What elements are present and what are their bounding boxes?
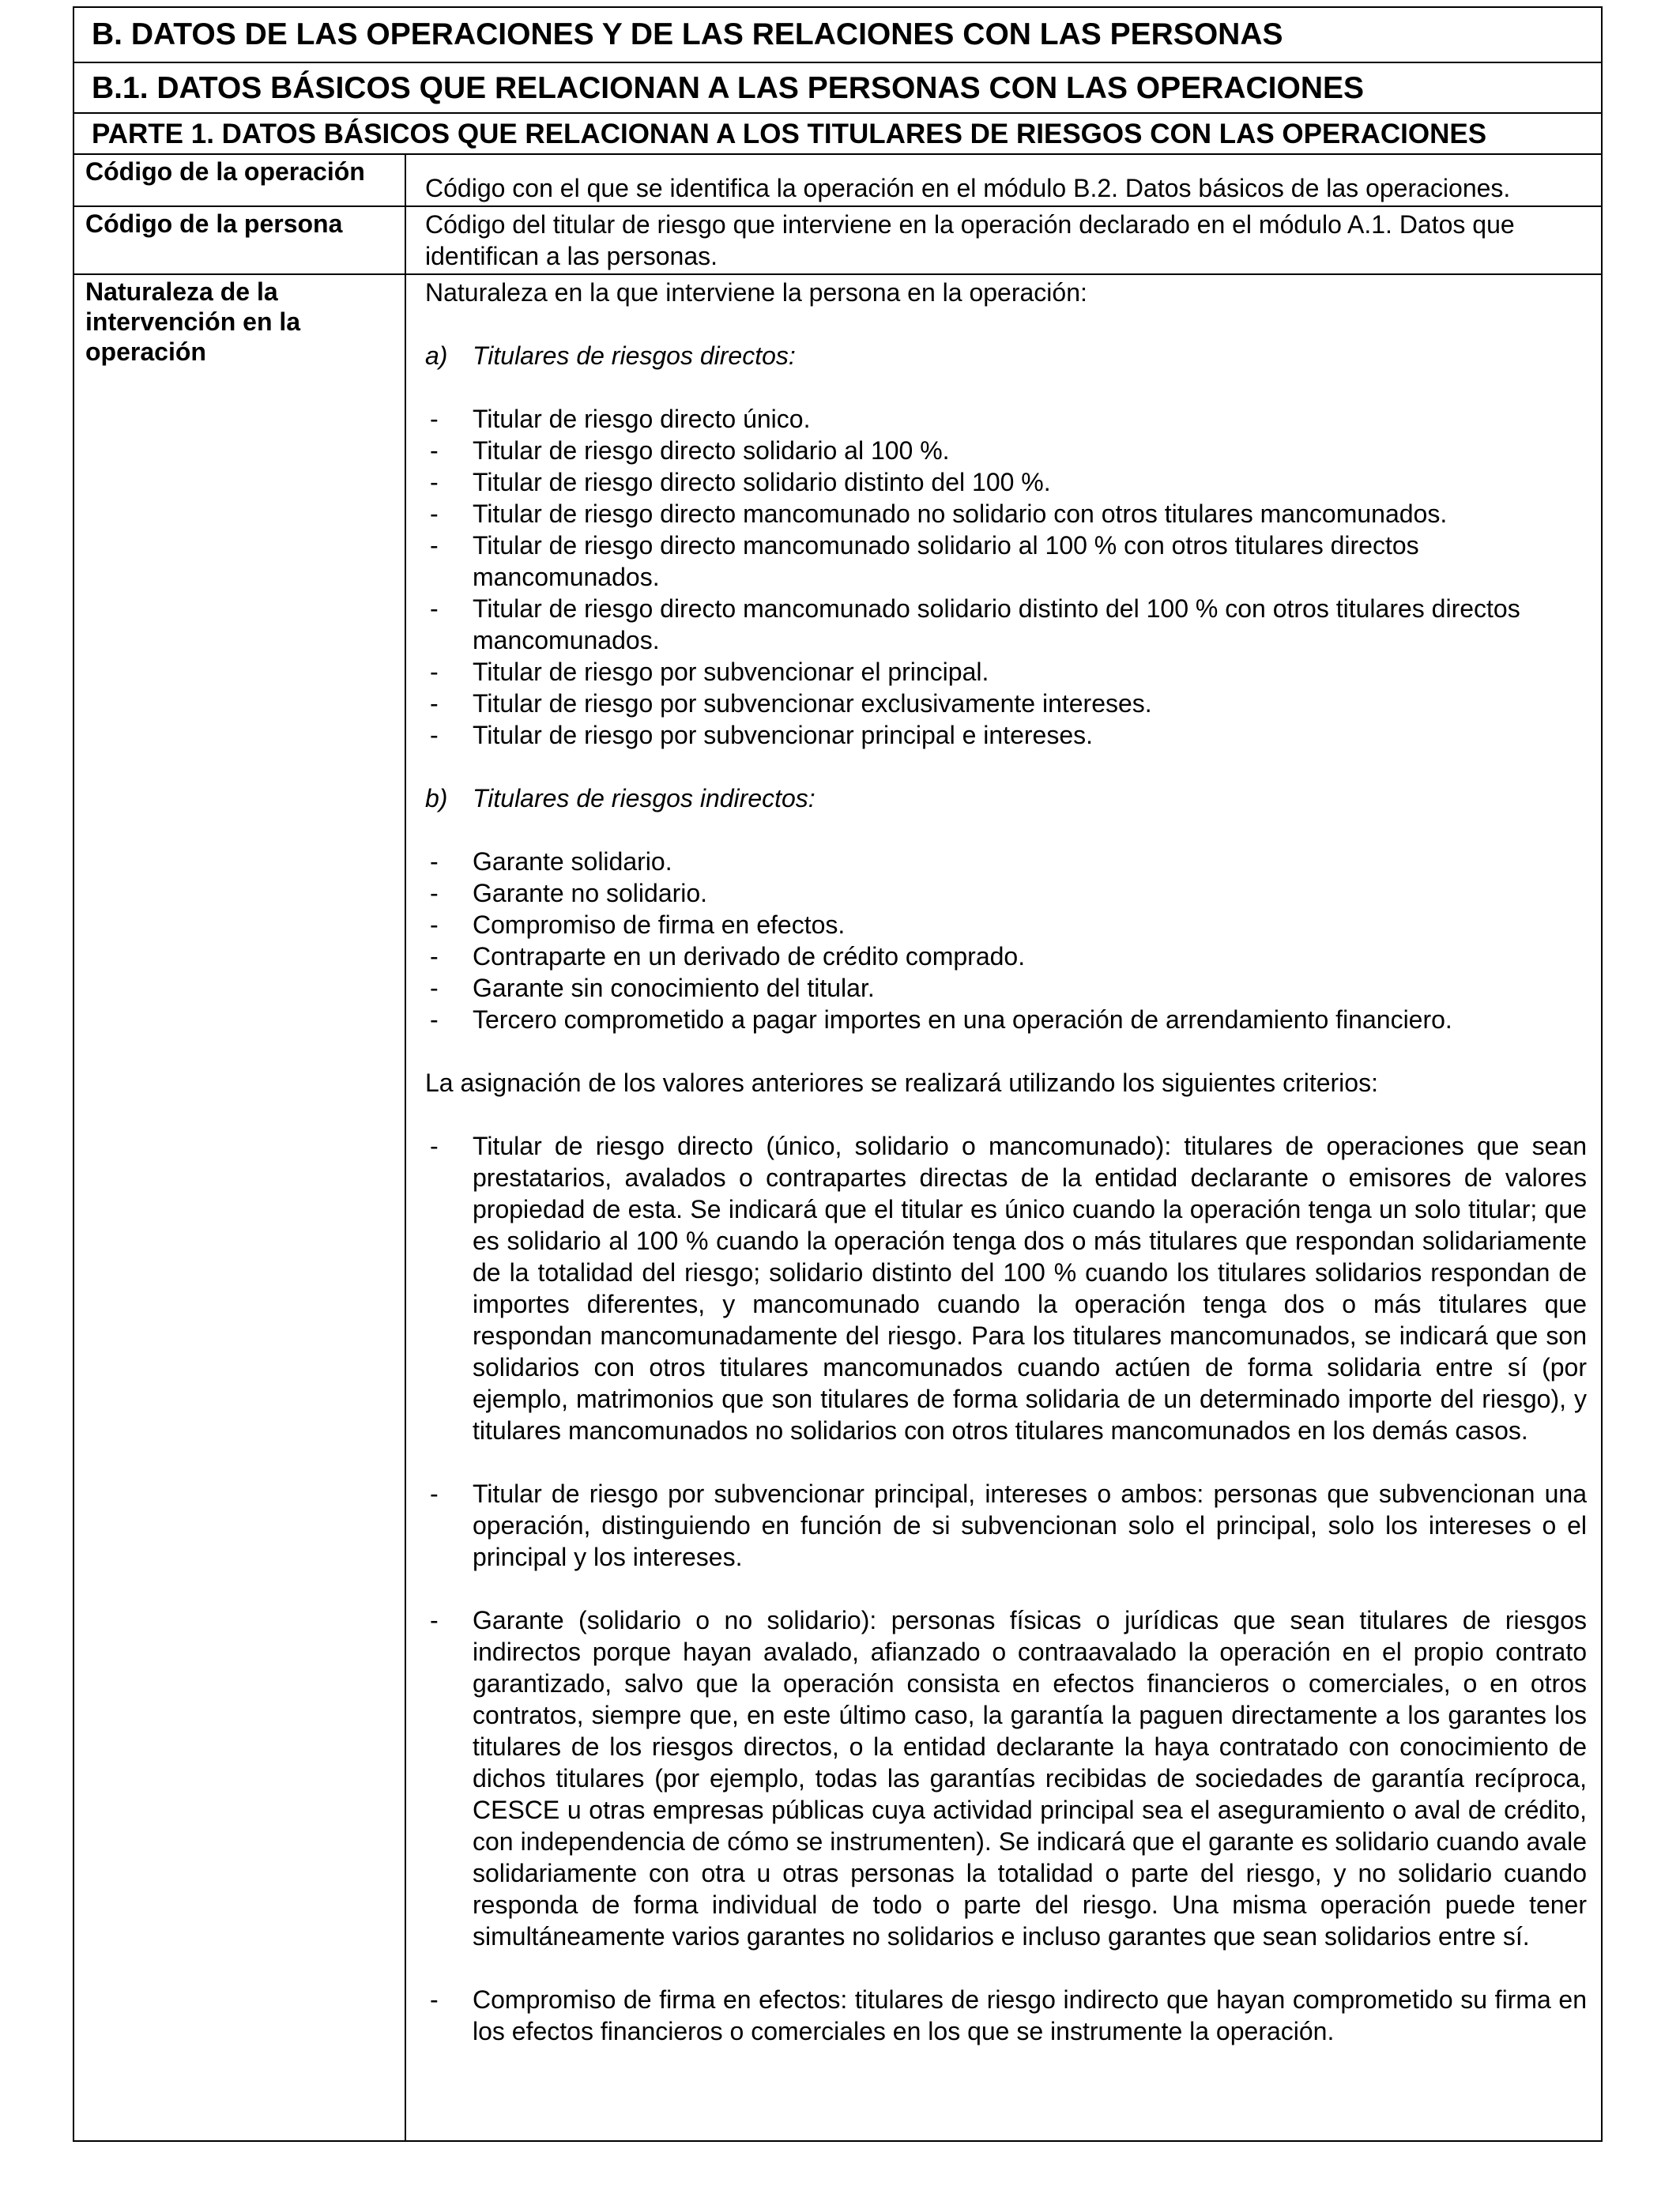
row-codigo-persona: [73, 206, 1602, 274]
criterios-list-garante: [425, 1604, 1587, 1952]
criterios-intro: La asignación de los valores anteriores se realizará utilizando los siguientes criterios:: [425, 1069, 1378, 1097]
directos-title: Titulares de riesgos directos:: [473, 341, 796, 370]
header-row-b: [73, 7, 1602, 62]
row-naturaleza: [73, 274, 1602, 2141]
list-item: - Titular de riesgo directo solidario distinto del 100 %.: [430, 468, 1051, 496]
value-codigo-operacion: Código con el que se identifica la operación en el módulo B.2. Datos básicos de las operaciones.: [405, 154, 1602, 206]
directos-list: [425, 403, 1587, 751]
indirectos-title: Titulares de riesgos indirectos:: [473, 784, 816, 812]
header-row-part1: [73, 113, 1602, 154]
list-item: - Titular de riesgo directo mancomunado solidario al 100 % con otros titulares directos mancomunados.: [430, 531, 1419, 591]
list-item: - Garante sin conocimiento del titular.: [430, 974, 875, 1002]
list-item: - Titular de riesgo directo único.: [430, 405, 811, 433]
list-item: - Titular de riesgo directo mancomunado no solidario con otros titulares mancomunados.: [430, 499, 1448, 528]
criterios-list-compromiso: [425, 1984, 1587, 2047]
list-item: - Titular de riesgo directo solidario al 100 %.: [430, 436, 950, 465]
part1-title: PARTE 1. DATOS BÁSICOS QUE RELACIONAN A LOS TITULARES DE RIESGOS CON LAS OPERACIONES: [73, 113, 1602, 154]
list-item: - Titular de riesgo por subvencionar el principal.: [430, 658, 989, 686]
indirectos-marker: b): [425, 784, 448, 812]
list-item: - Garante no solidario.: [430, 879, 708, 907]
list-item: - Tercero comprometido a pagar importes en una operación de arrendamiento financiero.: [430, 1005, 1452, 1034]
criterios-list: [425, 1130, 1587, 1604]
section-b-title: B. DATOS DE LAS OPERACIONES Y DE LAS RELACIONES CON LAS PERSONAS: [73, 7, 1602, 62]
header-row-b1: [73, 62, 1602, 113]
list-item: - Titular de riesgo directo (único, solidario o mancomunado): titulares de operaciones que sean prestatarios, avalados o contrapartes directas de la entidad declarante o emisores de valores propiedad de esta. Se indicará que el titular es único cuando la operación tenga un solo titular; que es solidario al 100 % cuando la operación tenga dos o más titulares que respondan solidariamente de la totalidad del riesgo; solidario distinto del 100 % cuando los titulares solidarios respondan de importes diferentes, y mancomunado cuando la operación tenga dos o más titulares que respondan mancomunadamente del riesgo. Para los titulares mancomunados, se indicará que son solidarios con otros titulares mancomunados cuando actúen de forma solidaria entre sí (por ejemplo, matrimonios que son titulares de forma solidaria de un determinado importe del riesgo), y titulares mancomunados no solidarios con otros titulares mancomunados en los demás casos.: [430, 1132, 1587, 1445]
indirectos-heading: [425, 782, 1587, 814]
naturaleza-intro: Naturaleza en la que interviene la persona en la operación:: [425, 278, 1087, 307]
list-item: - Titular de riesgo por subvencionar principal e intereses.: [430, 721, 1093, 749]
list-item: - Titular de riesgo por subvencionar principal, intereses o ambos: personas que subvencionan una operación, distinguiendo en función de si subvencionan solo el principal, solo los intereses o el principal y los intereses.: [430, 1480, 1587, 1571]
directos-heading: [425, 340, 1587, 371]
list-item: - Titular de riesgo por subvencionar exclusivamente intereses.: [430, 689, 1152, 718]
list-item: - Compromiso de firma en efectos: titulares de riesgo indirecto que hayan comprometido su firma en los efectos financieros o comerciales en los que se instrumente la operación.: [430, 1985, 1587, 2045]
value-naturaleza: [405, 274, 1602, 2141]
indirectos-list: [425, 846, 1587, 1035]
row-codigo-operacion: [73, 154, 1602, 206]
list-item: - Garante (solidario o no solidario): personas físicas o jurídicas que sean titulares de riesgos indirectos porque hayan avalado, afianzado o contraavalado la operación en el propio contrato garantizado, salvo que la operación consista en efectos financieros o comerciales, o en otros contratos, siempre que, en este último caso, la garantía la paguen directamente a los garantes los titulares de los riesgos directos, o la entidad declarante la haya contratado con conocimiento de dichos titulares (por ejemplo, todas las garantías recibidas de sociedades de garantía recíproca, CESCE u otras empresas públicas cuya actividad principal sea el aseguramiento o aval de crédito, con independencia de cómo se instrumenten). Se indicará que el garante es solidario cuando avale solidariamente con otra u otras personas la totalidad o parte del riesgo, y no solidario cuando responda de forma individual de todo o parte del riesgo. Una misma operación puede tener simultáneamente varios garantes no solidarios e incluso garantes que sean solidarios entre sí.: [430, 1606, 1587, 1951]
list-item: - Garante solidario.: [430, 847, 672, 876]
label-codigo-persona: Código de la persona: [73, 206, 405, 274]
section-b1-title: B.1. DATOS BÁSICOS QUE RELACIONAN A LAS PERSONAS CON LAS OPERACIONES: [73, 62, 1602, 113]
list-item: - Contraparte en un derivado de crédito comprado.: [430, 942, 1026, 971]
value-codigo-persona: Código del titular de riesgo que interviene en la operación declarado en el módulo A.1. Datos que identifican a las personas.: [405, 206, 1602, 274]
list-item: - Compromiso de firma en efectos.: [430, 910, 846, 939]
document-page: [73, 6, 1601, 2142]
directos-marker: a): [425, 341, 448, 370]
label-codigo-operacion: Código de la operación: [73, 154, 405, 206]
definition-table: [73, 6, 1603, 2142]
list-item: - Titular de riesgo directo mancomunado solidario distinto del 100 % con otros titulares directos mancomunados.: [430, 594, 1520, 654]
label-naturaleza: Naturaleza de la intervención en la operación: [73, 274, 405, 2141]
